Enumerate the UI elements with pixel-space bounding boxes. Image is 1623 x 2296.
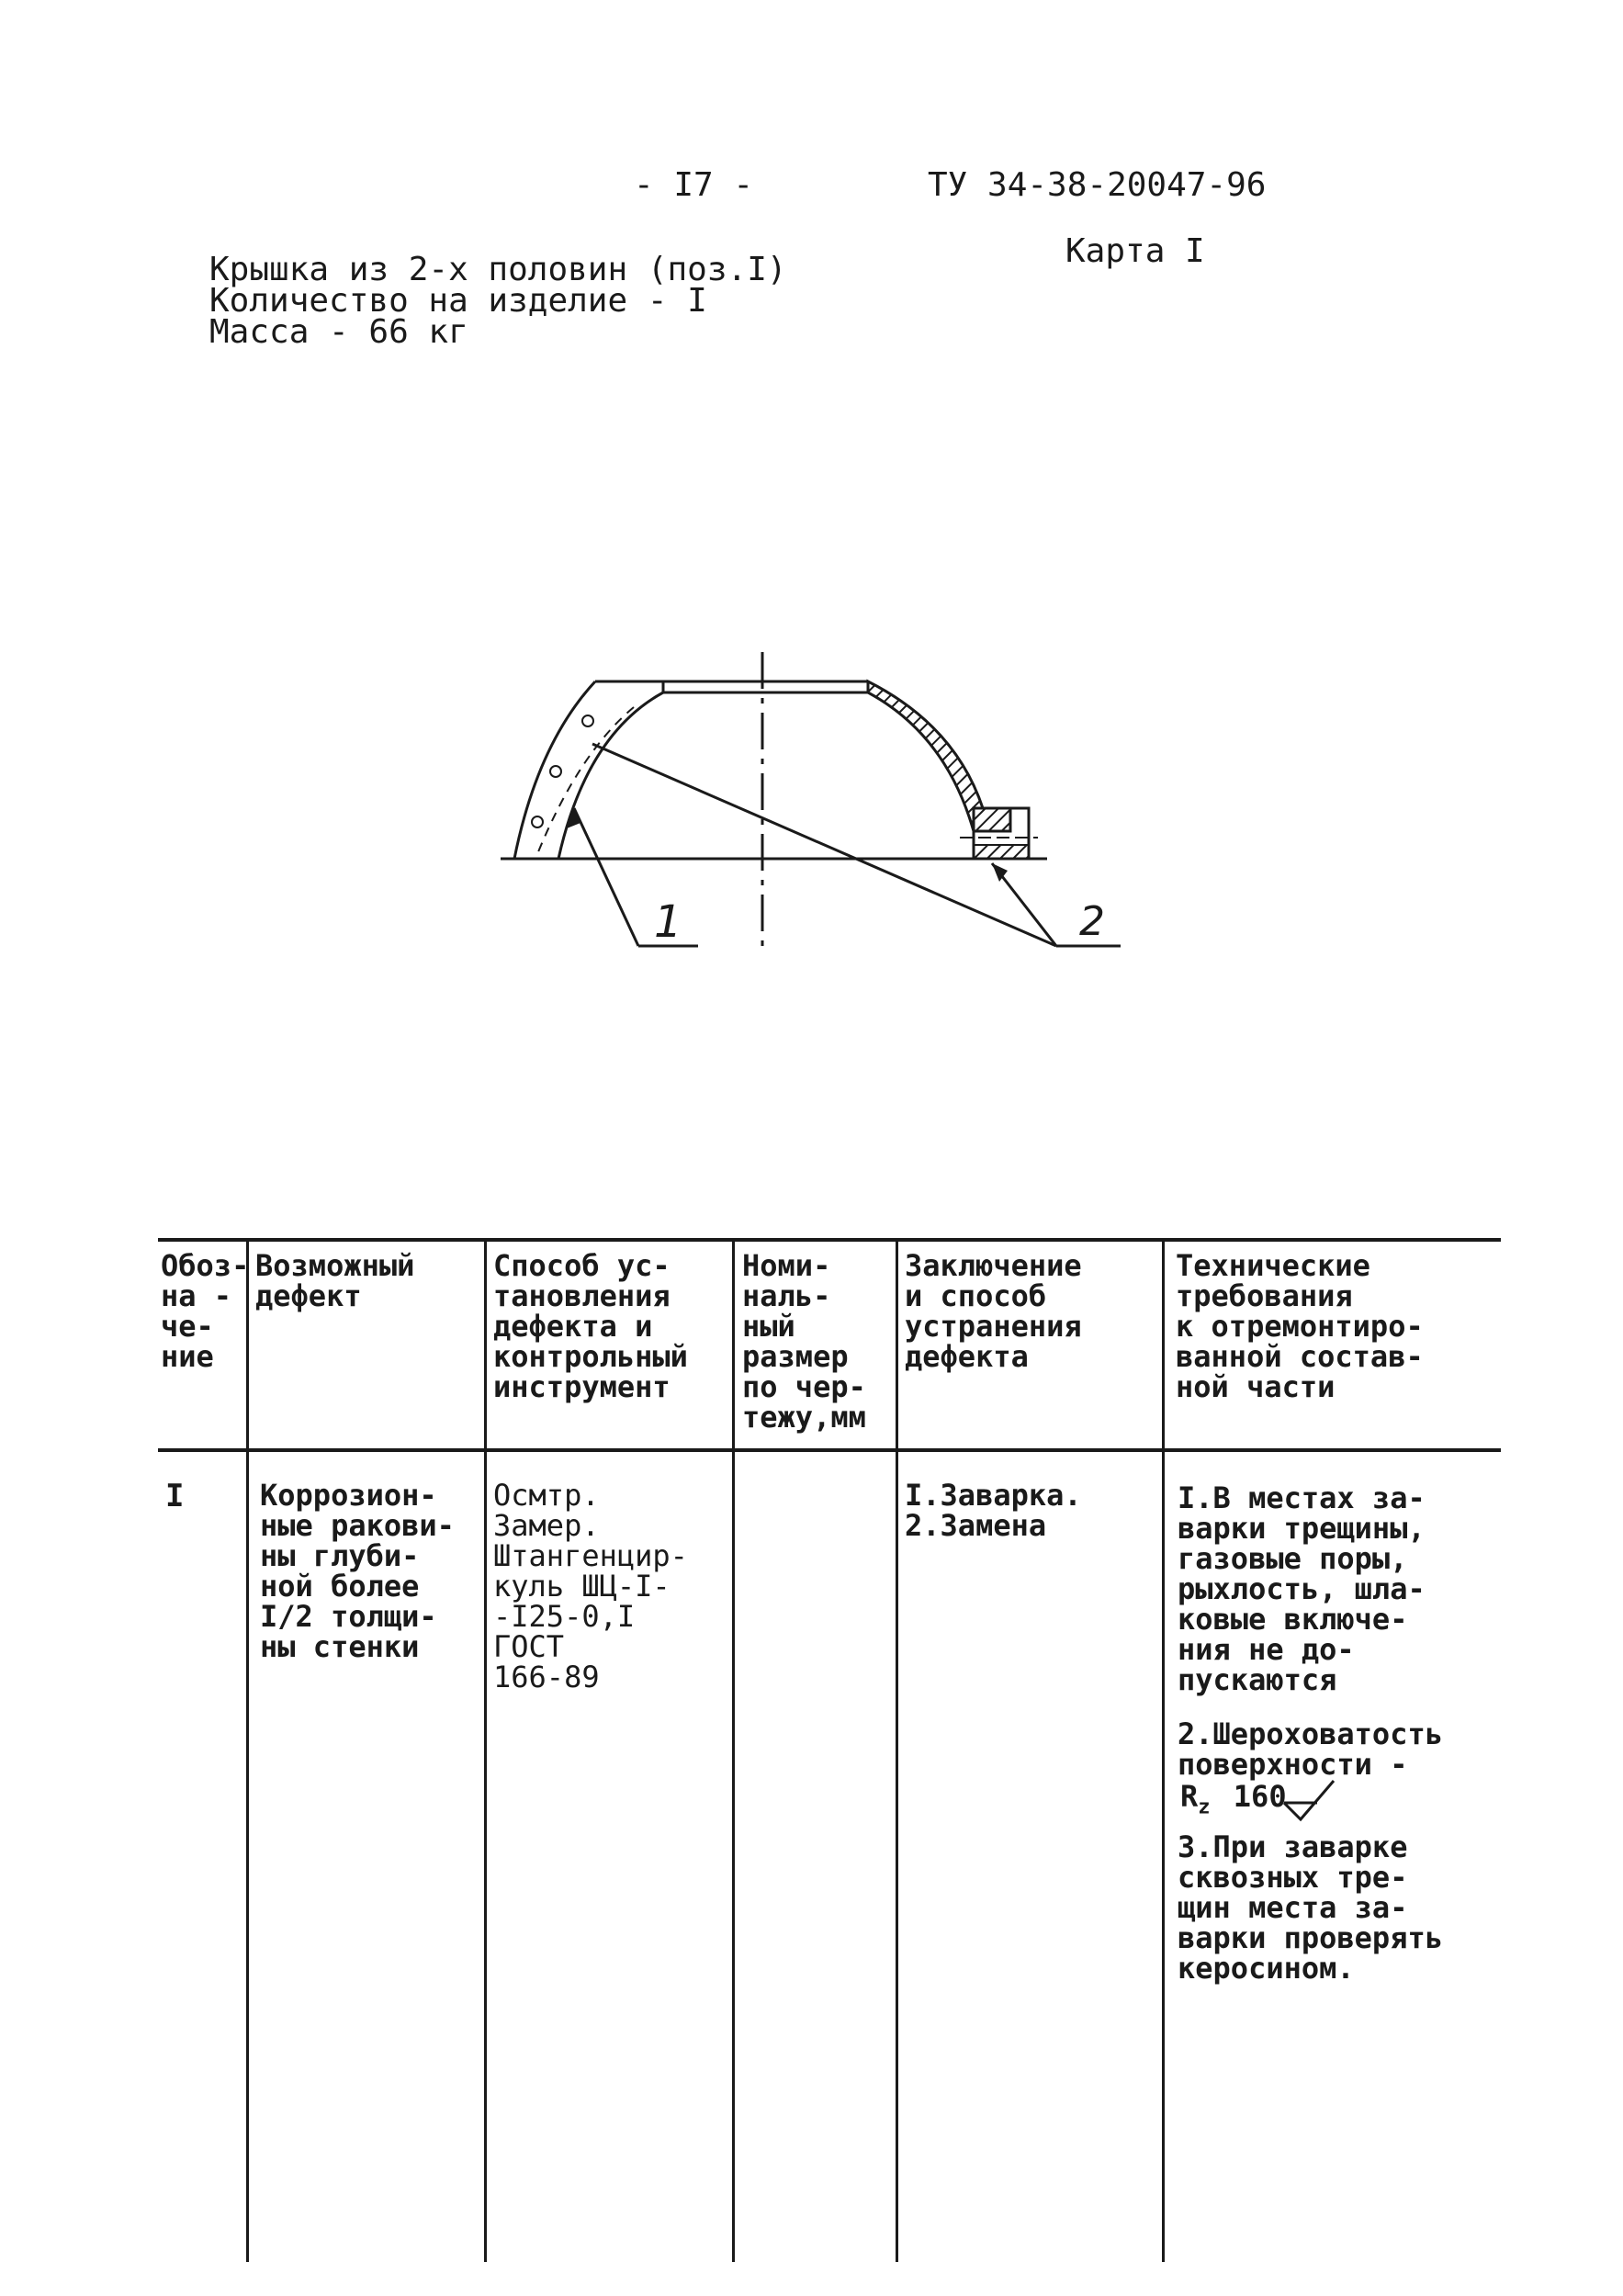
left-shell (514, 681, 595, 859)
roughness-number: 160 (1233, 1779, 1287, 1814)
roughness-sub: z (1198, 1795, 1211, 1819)
table-col-divider (1162, 1238, 1165, 2262)
table-header-conclusion: Заключение и способ устранения дефекта (905, 1248, 1082, 1374)
leader-1 (574, 808, 638, 946)
table-header-nominal: Номи- наль- ный размер по чер- тежу,мм (742, 1248, 866, 1435)
table-header-designation: Обоз- на - че- ние (161, 1248, 250, 1374)
cell-requirement-1: I.В местах за- варки трещины, газовые поры, рыхлость, шла- ковые включе- ния не до- пускаются (1178, 1480, 1426, 1697)
table-col-divider (246, 1238, 249, 2262)
part-quantity: Количество на изделие - I (209, 282, 707, 320)
table-top-rule (158, 1238, 1501, 1242)
cell-conclusion: I.Заварка. 2.Замена (905, 1478, 1082, 1543)
table-col-divider (484, 1238, 487, 2262)
drawing-label-2: 2 (1079, 898, 1105, 945)
table-header-rule (158, 1448, 1501, 1452)
part-title: Крышка из 2-х половин (поз.I) (209, 251, 787, 288)
drawing-label-1: 1 (654, 896, 682, 948)
cell-defect: Коррозион- ные ракови- ны глуби- ной более I/2 толщи- ны стенки (260, 1478, 455, 1664)
document-code: ТУ 34-38-20047-96 (928, 166, 1267, 204)
card-label: Карта I (1065, 232, 1205, 270)
table-col-divider (732, 1238, 735, 2262)
roughness-r: R (1180, 1779, 1199, 1814)
roughness-symbol (1277, 1777, 1341, 1823)
cell-method: Осмтр. Замер. Штангенцир- куль ШЦ-I- -I25-0,I ГОСТ 166-89 (493, 1478, 688, 1694)
table-header-method: Способ ус- тановления дефекта и контрольный инструмент (493, 1248, 688, 1404)
part-mass: Масса - 66 кг (209, 313, 468, 351)
cell-requirement-3: 3.При заварке сквозных тре- щин места за- варки проверять керосином. (1178, 1829, 1443, 1986)
table-col-divider (896, 1238, 898, 2262)
table-header-defect: Возможный дефект (255, 1248, 415, 1313)
page-number: - I7 - (634, 166, 754, 204)
table-header-requirements: Технические требования к отремонтиро- ванной состав- ной части (1176, 1248, 1424, 1404)
cell-designation: I (165, 1478, 185, 1514)
roughness-value (1180, 1779, 1287, 1822)
cell-requirement-2: 2.Шероховатость поверхности - (1178, 1716, 1443, 1782)
